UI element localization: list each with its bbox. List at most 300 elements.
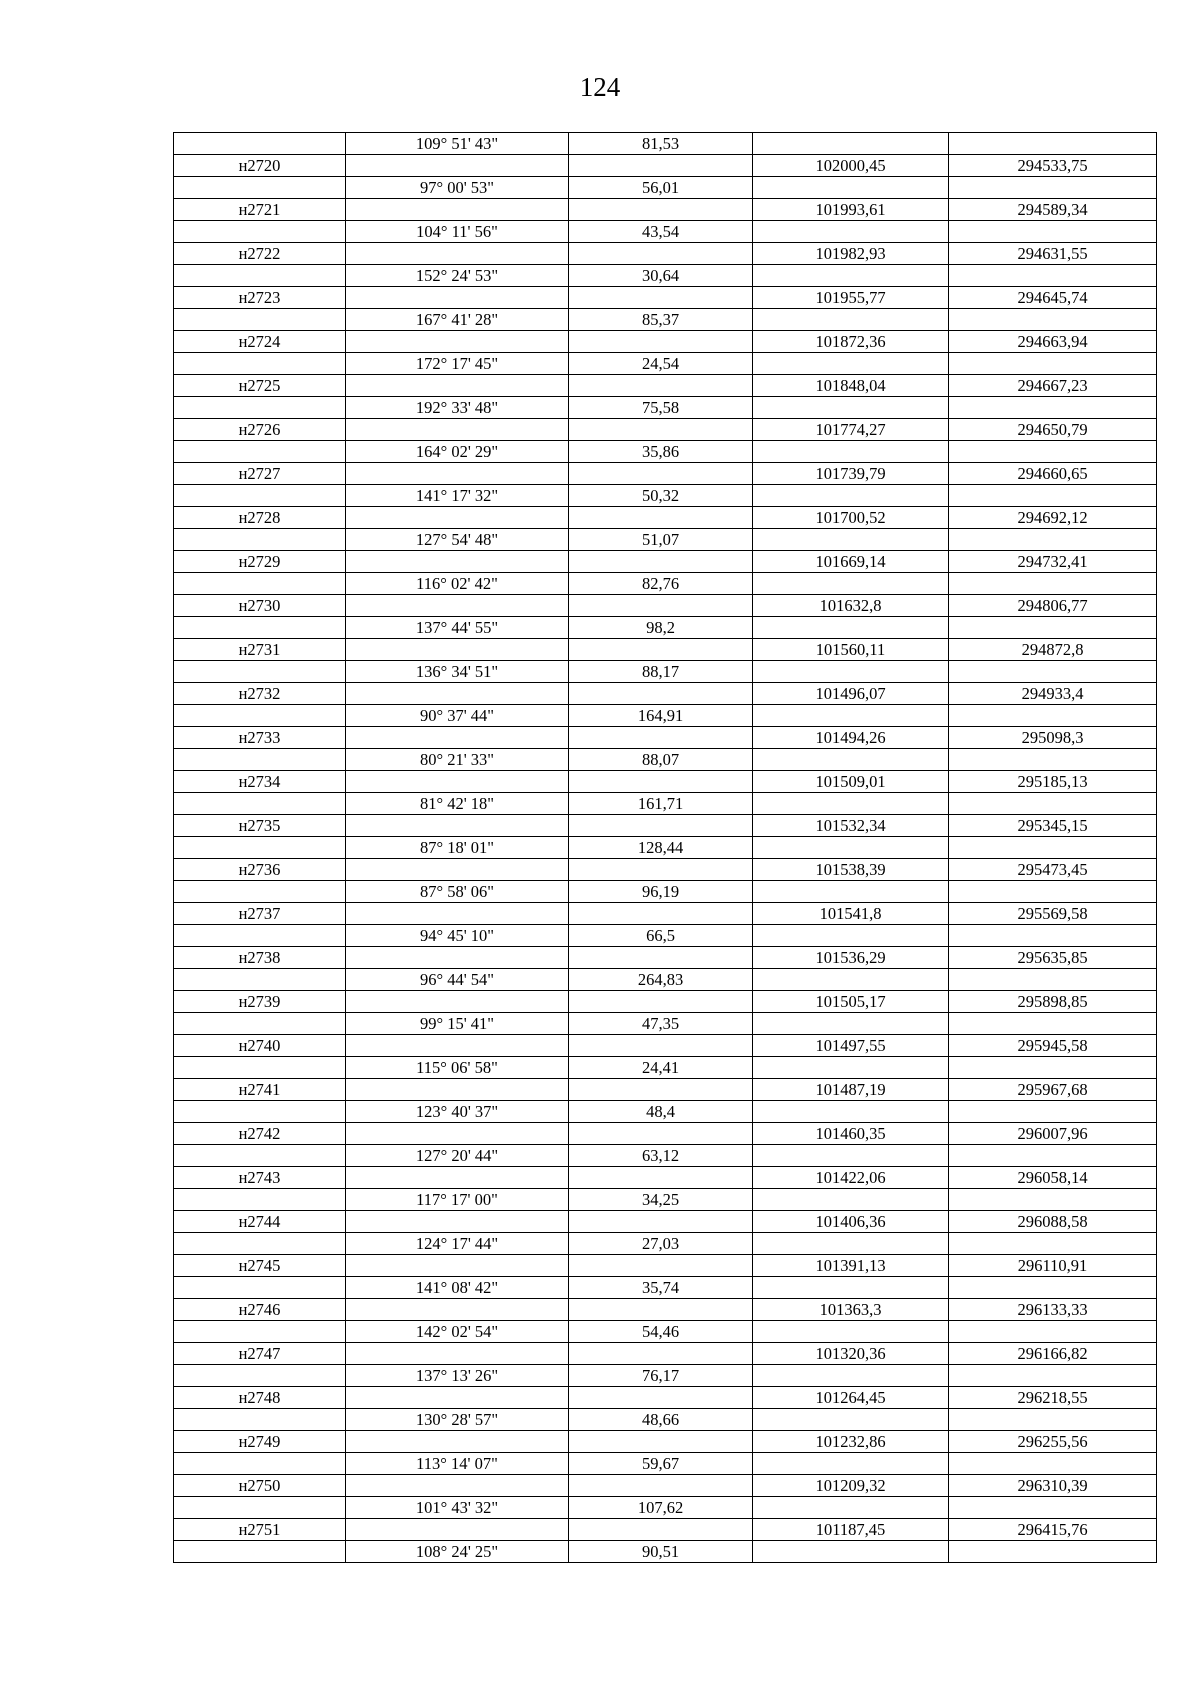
direction-angle-cell [346, 727, 569, 749]
segment-row [174, 309, 1157, 331]
point-row [174, 287, 1157, 309]
direction-angle-cell: 87° 58' 06" [346, 881, 569, 903]
point-row [174, 199, 1157, 221]
direction-angle-cell [346, 771, 569, 793]
point-name-cell [174, 397, 346, 419]
point-name-cell [174, 221, 346, 243]
direction-angle-cell [346, 243, 569, 265]
point-name-cell [174, 837, 346, 859]
distance-cell: 43,54 [569, 221, 753, 243]
segment-row [174, 1101, 1157, 1123]
distance-cell: 107,62 [569, 1497, 753, 1519]
direction-angle-cell: 164° 02' 29" [346, 441, 569, 463]
point-row [174, 419, 1157, 441]
distance-cell: 66,5 [569, 925, 753, 947]
point-name-cell: н2722 [174, 243, 346, 265]
distance-cell [569, 287, 753, 309]
y-coordinate-cell [949, 573, 1157, 595]
distance-cell: 98,2 [569, 617, 753, 639]
point-name-cell [174, 1497, 346, 1519]
direction-angle-cell [346, 419, 569, 441]
distance-cell [569, 639, 753, 661]
point-name-cell: н2721 [174, 199, 346, 221]
point-row [174, 331, 1157, 353]
point-row [174, 463, 1157, 485]
y-coordinate-cell: 294533,75 [949, 155, 1157, 177]
point-name-cell: н2736 [174, 859, 346, 881]
y-coordinate-cell [949, 1189, 1157, 1211]
direction-angle-cell: 113° 14' 07" [346, 1453, 569, 1475]
point-name-cell: н2744 [174, 1211, 346, 1233]
direction-angle-cell: 141° 08' 42" [346, 1277, 569, 1299]
point-name-cell: н2731 [174, 639, 346, 661]
point-name-cell: н2727 [174, 463, 346, 485]
point-name-cell [174, 793, 346, 815]
y-coordinate-cell [949, 1365, 1157, 1387]
direction-angle-cell [346, 1519, 569, 1541]
y-coordinate-cell: 296110,91 [949, 1255, 1157, 1277]
segment-row [174, 397, 1157, 419]
distance-cell [569, 331, 753, 353]
point-name-cell: н2747 [174, 1343, 346, 1365]
segment-row [174, 969, 1157, 991]
y-coordinate-cell [949, 1057, 1157, 1079]
direction-angle-cell: 137° 44' 55" [346, 617, 569, 639]
direction-angle-cell: 109° 51' 43" [346, 133, 569, 155]
x-coordinate-cell: 101536,29 [753, 947, 949, 969]
point-row [174, 1035, 1157, 1057]
y-coordinate-cell: 295569,58 [949, 903, 1157, 925]
x-coordinate-cell: 101774,27 [753, 419, 949, 441]
direction-angle-cell [346, 1079, 569, 1101]
y-coordinate-cell: 296415,76 [949, 1519, 1157, 1541]
point-row [174, 595, 1157, 617]
y-coordinate-cell [949, 969, 1157, 991]
y-coordinate-cell [949, 1453, 1157, 1475]
segment-row [174, 353, 1157, 375]
point-row [174, 991, 1157, 1013]
x-coordinate-cell: 101632,8 [753, 595, 949, 617]
x-coordinate-cell: 101848,04 [753, 375, 949, 397]
distance-cell [569, 1211, 753, 1233]
y-coordinate-cell [949, 1277, 1157, 1299]
x-coordinate-cell: 101209,32 [753, 1475, 949, 1497]
point-name-cell [174, 177, 346, 199]
point-name-cell [174, 881, 346, 903]
point-name-cell [174, 1409, 346, 1431]
segment-row [174, 925, 1157, 947]
direction-angle-cell: 127° 20' 44" [346, 1145, 569, 1167]
y-coordinate-cell: 296133,33 [949, 1299, 1157, 1321]
point-name-cell: н2748 [174, 1387, 346, 1409]
direction-angle-cell: 116° 02' 42" [346, 573, 569, 595]
direction-angle-cell: 130° 28' 57" [346, 1409, 569, 1431]
y-coordinate-cell: 296310,39 [949, 1475, 1157, 1497]
segment-row [174, 177, 1157, 199]
distance-cell [569, 1167, 753, 1189]
point-name-cell [174, 749, 346, 771]
point-name-cell: н2750 [174, 1475, 346, 1497]
point-name-cell: н2739 [174, 991, 346, 1013]
distance-cell [569, 1123, 753, 1145]
distance-cell [569, 1387, 753, 1409]
x-coordinate-cell [753, 1497, 949, 1519]
y-coordinate-cell [949, 925, 1157, 947]
distance-cell [569, 1299, 753, 1321]
distance-cell: 90,51 [569, 1541, 753, 1563]
x-coordinate-cell [753, 1409, 949, 1431]
point-name-cell [174, 1145, 346, 1167]
x-coordinate-cell: 101541,8 [753, 903, 949, 925]
x-coordinate-cell [753, 749, 949, 771]
distance-cell: 30,64 [569, 265, 753, 287]
x-coordinate-cell [753, 309, 949, 331]
distance-cell [569, 903, 753, 925]
y-coordinate-cell [949, 309, 1157, 331]
x-coordinate-cell: 102000,45 [753, 155, 949, 177]
x-coordinate-cell: 101982,93 [753, 243, 949, 265]
direction-angle-cell: 192° 33' 48" [346, 397, 569, 419]
y-coordinate-cell: 294589,34 [949, 199, 1157, 221]
point-name-cell [174, 617, 346, 639]
direction-angle-cell [346, 551, 569, 573]
distance-cell [569, 419, 753, 441]
point-name-cell [174, 1101, 346, 1123]
segment-row [174, 1013, 1157, 1035]
x-coordinate-cell [753, 837, 949, 859]
x-coordinate-cell: 101320,36 [753, 1343, 949, 1365]
point-name-cell [174, 309, 346, 331]
distance-cell: 85,37 [569, 309, 753, 331]
y-coordinate-cell [949, 661, 1157, 683]
point-row [174, 1299, 1157, 1321]
point-row [174, 1343, 1157, 1365]
y-coordinate-cell [949, 265, 1157, 287]
x-coordinate-cell [753, 441, 949, 463]
distance-cell [569, 1519, 753, 1541]
y-coordinate-cell [949, 1145, 1157, 1167]
x-coordinate-cell: 101264,45 [753, 1387, 949, 1409]
direction-angle-cell [346, 1431, 569, 1453]
point-name-cell: н2730 [174, 595, 346, 617]
x-coordinate-cell: 101872,36 [753, 331, 949, 353]
y-coordinate-cell [949, 441, 1157, 463]
distance-cell: 63,12 [569, 1145, 753, 1167]
point-row [174, 1431, 1157, 1453]
x-coordinate-cell [753, 1321, 949, 1343]
distance-cell [569, 551, 753, 573]
direction-angle-cell [346, 859, 569, 881]
point-name-cell [174, 1541, 346, 1563]
x-coordinate-cell [753, 529, 949, 551]
x-coordinate-cell [753, 1277, 949, 1299]
point-name-cell: н2723 [174, 287, 346, 309]
x-coordinate-cell: 101460,35 [753, 1123, 949, 1145]
segment-row [174, 573, 1157, 595]
point-name-cell: н2728 [174, 507, 346, 529]
x-coordinate-cell [753, 925, 949, 947]
distance-cell [569, 1343, 753, 1365]
distance-cell: 76,17 [569, 1365, 753, 1387]
segment-row [174, 1233, 1157, 1255]
x-coordinate-cell [753, 485, 949, 507]
point-name-cell: н2729 [174, 551, 346, 573]
point-name-cell [174, 661, 346, 683]
direction-angle-cell: 167° 41' 28" [346, 309, 569, 331]
segment-row [174, 1541, 1157, 1563]
x-coordinate-cell [753, 265, 949, 287]
y-coordinate-cell [949, 485, 1157, 507]
y-coordinate-cell: 294667,23 [949, 375, 1157, 397]
direction-angle-cell [346, 1387, 569, 1409]
distance-cell [569, 375, 753, 397]
distance-cell [569, 199, 753, 221]
point-row [174, 1255, 1157, 1277]
distance-cell: 82,76 [569, 573, 753, 595]
x-coordinate-cell: 101700,52 [753, 507, 949, 529]
x-coordinate-cell: 101496,07 [753, 683, 949, 705]
point-name-cell: н2735 [174, 815, 346, 837]
distance-cell [569, 859, 753, 881]
point-row [174, 815, 1157, 837]
point-row [174, 1475, 1157, 1497]
segment-row [174, 1497, 1157, 1519]
x-coordinate-cell: 101532,34 [753, 815, 949, 837]
y-coordinate-cell [949, 617, 1157, 639]
segment-row [174, 485, 1157, 507]
direction-angle-cell: 137° 13' 26" [346, 1365, 569, 1387]
y-coordinate-cell: 294692,12 [949, 507, 1157, 529]
distance-cell [569, 1475, 753, 1497]
y-coordinate-cell: 294660,65 [949, 463, 1157, 485]
distance-cell: 54,46 [569, 1321, 753, 1343]
direction-angle-cell [346, 375, 569, 397]
direction-angle-cell: 142° 02' 54" [346, 1321, 569, 1343]
y-coordinate-cell [949, 1541, 1157, 1563]
direction-angle-cell [346, 947, 569, 969]
y-coordinate-cell [949, 881, 1157, 903]
direction-angle-cell [346, 1343, 569, 1365]
distance-cell: 75,58 [569, 397, 753, 419]
distance-cell: 35,86 [569, 441, 753, 463]
segment-row [174, 793, 1157, 815]
y-coordinate-cell [949, 1233, 1157, 1255]
direction-angle-cell: 99° 15' 41" [346, 1013, 569, 1035]
direction-angle-cell [346, 1299, 569, 1321]
point-name-cell [174, 1365, 346, 1387]
distance-cell: 81,53 [569, 133, 753, 155]
direction-angle-cell: 136° 34' 51" [346, 661, 569, 683]
y-coordinate-cell [949, 749, 1157, 771]
y-coordinate-cell [949, 1497, 1157, 1519]
point-name-cell: н2737 [174, 903, 346, 925]
distance-cell [569, 727, 753, 749]
point-row [174, 903, 1157, 925]
point-name-cell: н2742 [174, 1123, 346, 1145]
direction-angle-cell: 124° 17' 44" [346, 1233, 569, 1255]
y-coordinate-cell [949, 793, 1157, 815]
direction-angle-cell [346, 903, 569, 925]
segment-row [174, 1409, 1157, 1431]
x-coordinate-cell: 101363,3 [753, 1299, 949, 1321]
direction-angle-cell [346, 331, 569, 353]
point-name-cell: н2726 [174, 419, 346, 441]
point-row [174, 727, 1157, 749]
x-coordinate-cell: 101505,17 [753, 991, 949, 1013]
segment-row [174, 529, 1157, 551]
y-coordinate-cell [949, 221, 1157, 243]
distance-cell: 47,35 [569, 1013, 753, 1035]
y-coordinate-cell [949, 177, 1157, 199]
x-coordinate-cell: 101538,39 [753, 859, 949, 881]
point-row [174, 1167, 1157, 1189]
direction-angle-cell: 87° 18' 01" [346, 837, 569, 859]
direction-angle-cell: 96° 44' 54" [346, 969, 569, 991]
distance-cell: 88,17 [569, 661, 753, 683]
direction-angle-cell [346, 1211, 569, 1233]
point-name-cell: н2745 [174, 1255, 346, 1277]
x-coordinate-cell: 101497,55 [753, 1035, 949, 1057]
x-coordinate-cell [753, 1365, 949, 1387]
direction-angle-cell [346, 287, 569, 309]
direction-angle-cell: 115° 06' 58" [346, 1057, 569, 1079]
y-coordinate-cell: 295473,45 [949, 859, 1157, 881]
x-coordinate-cell [753, 881, 949, 903]
direction-angle-cell: 94° 45' 10" [346, 925, 569, 947]
y-coordinate-cell: 294732,41 [949, 551, 1157, 573]
x-coordinate-cell: 101422,06 [753, 1167, 949, 1189]
page-number: 124 [579, 72, 621, 102]
direction-angle-cell [346, 683, 569, 705]
x-coordinate-cell [753, 1233, 949, 1255]
segment-row [174, 661, 1157, 683]
point-name-cell: н2738 [174, 947, 346, 969]
y-coordinate-cell [949, 1101, 1157, 1123]
point-row [174, 155, 1157, 177]
segment-row [174, 1365, 1157, 1387]
distance-cell: 24,54 [569, 353, 753, 375]
distance-cell [569, 243, 753, 265]
direction-angle-cell [346, 1123, 569, 1145]
segment-row [174, 441, 1157, 463]
segment-row [174, 881, 1157, 903]
direction-angle-cell [346, 595, 569, 617]
distance-cell [569, 771, 753, 793]
x-coordinate-cell [753, 1101, 949, 1123]
x-coordinate-cell [753, 177, 949, 199]
distance-cell: 161,71 [569, 793, 753, 815]
y-coordinate-cell: 296166,82 [949, 1343, 1157, 1365]
y-coordinate-cell [949, 529, 1157, 551]
direction-angle-cell [346, 1475, 569, 1497]
distance-cell [569, 155, 753, 177]
x-coordinate-cell: 101993,61 [753, 199, 949, 221]
y-coordinate-cell: 295098,3 [949, 727, 1157, 749]
point-name-cell [174, 1277, 346, 1299]
y-coordinate-cell [949, 1409, 1157, 1431]
x-coordinate-cell: 101955,77 [753, 287, 949, 309]
distance-cell: 164,91 [569, 705, 753, 727]
direction-angle-cell [346, 463, 569, 485]
y-coordinate-cell: 296255,56 [949, 1431, 1157, 1453]
distance-cell: 24,41 [569, 1057, 753, 1079]
y-coordinate-cell: 294806,77 [949, 595, 1157, 617]
point-name-cell [174, 925, 346, 947]
distance-cell [569, 991, 753, 1013]
x-coordinate-cell [753, 397, 949, 419]
point-name-cell: н2733 [174, 727, 346, 749]
distance-cell [569, 507, 753, 529]
distance-cell: 59,67 [569, 1453, 753, 1475]
direction-angle-cell [346, 507, 569, 529]
distance-cell: 34,25 [569, 1189, 753, 1211]
x-coordinate-cell: 101406,36 [753, 1211, 949, 1233]
y-coordinate-cell: 296218,55 [949, 1387, 1157, 1409]
point-row [174, 243, 1157, 265]
x-coordinate-cell: 101487,19 [753, 1079, 949, 1101]
point-row [174, 375, 1157, 397]
distance-cell: 264,83 [569, 969, 753, 991]
x-coordinate-cell [753, 221, 949, 243]
segment-row [174, 837, 1157, 859]
y-coordinate-cell [949, 837, 1157, 859]
x-coordinate-cell: 101187,45 [753, 1519, 949, 1541]
direction-angle-cell: 104° 11' 56" [346, 221, 569, 243]
point-name-cell [174, 1189, 346, 1211]
direction-angle-cell [346, 1167, 569, 1189]
y-coordinate-cell: 296058,14 [949, 1167, 1157, 1189]
direction-angle-cell [346, 155, 569, 177]
distance-cell: 96,19 [569, 881, 753, 903]
direction-angle-cell: 152° 24' 53" [346, 265, 569, 287]
x-coordinate-cell [753, 1541, 949, 1563]
direction-angle-cell [346, 1035, 569, 1057]
y-coordinate-cell: 296088,58 [949, 1211, 1157, 1233]
distance-cell: 128,44 [569, 837, 753, 859]
distance-cell [569, 1431, 753, 1453]
y-coordinate-cell: 295345,15 [949, 815, 1157, 837]
y-coordinate-cell: 294645,74 [949, 287, 1157, 309]
y-coordinate-cell: 295967,68 [949, 1079, 1157, 1101]
x-coordinate-cell [753, 617, 949, 639]
direction-angle-cell: 172° 17' 45" [346, 353, 569, 375]
segment-row [174, 617, 1157, 639]
point-name-cell [174, 969, 346, 991]
segment-row [174, 1453, 1157, 1475]
point-row [174, 771, 1157, 793]
segment-row [174, 133, 1157, 155]
x-coordinate-cell [753, 1189, 949, 1211]
x-coordinate-cell: 101739,79 [753, 463, 949, 485]
y-coordinate-cell: 295945,58 [949, 1035, 1157, 1057]
direction-angle-cell [346, 639, 569, 661]
point-row [174, 1211, 1157, 1233]
point-name-cell: н2741 [174, 1079, 346, 1101]
segment-row [174, 1321, 1157, 1343]
distance-cell [569, 947, 753, 969]
point-name-cell: н2732 [174, 683, 346, 705]
point-name-cell [174, 1321, 346, 1343]
point-name-cell: н2749 [174, 1431, 346, 1453]
direction-angle-cell: 101° 43' 32" [346, 1497, 569, 1519]
distance-cell: 50,32 [569, 485, 753, 507]
distance-cell: 35,74 [569, 1277, 753, 1299]
segment-row [174, 705, 1157, 727]
point-name-cell [174, 529, 346, 551]
y-coordinate-cell [949, 705, 1157, 727]
point-name-cell [174, 1233, 346, 1255]
y-coordinate-cell: 294663,94 [949, 331, 1157, 353]
